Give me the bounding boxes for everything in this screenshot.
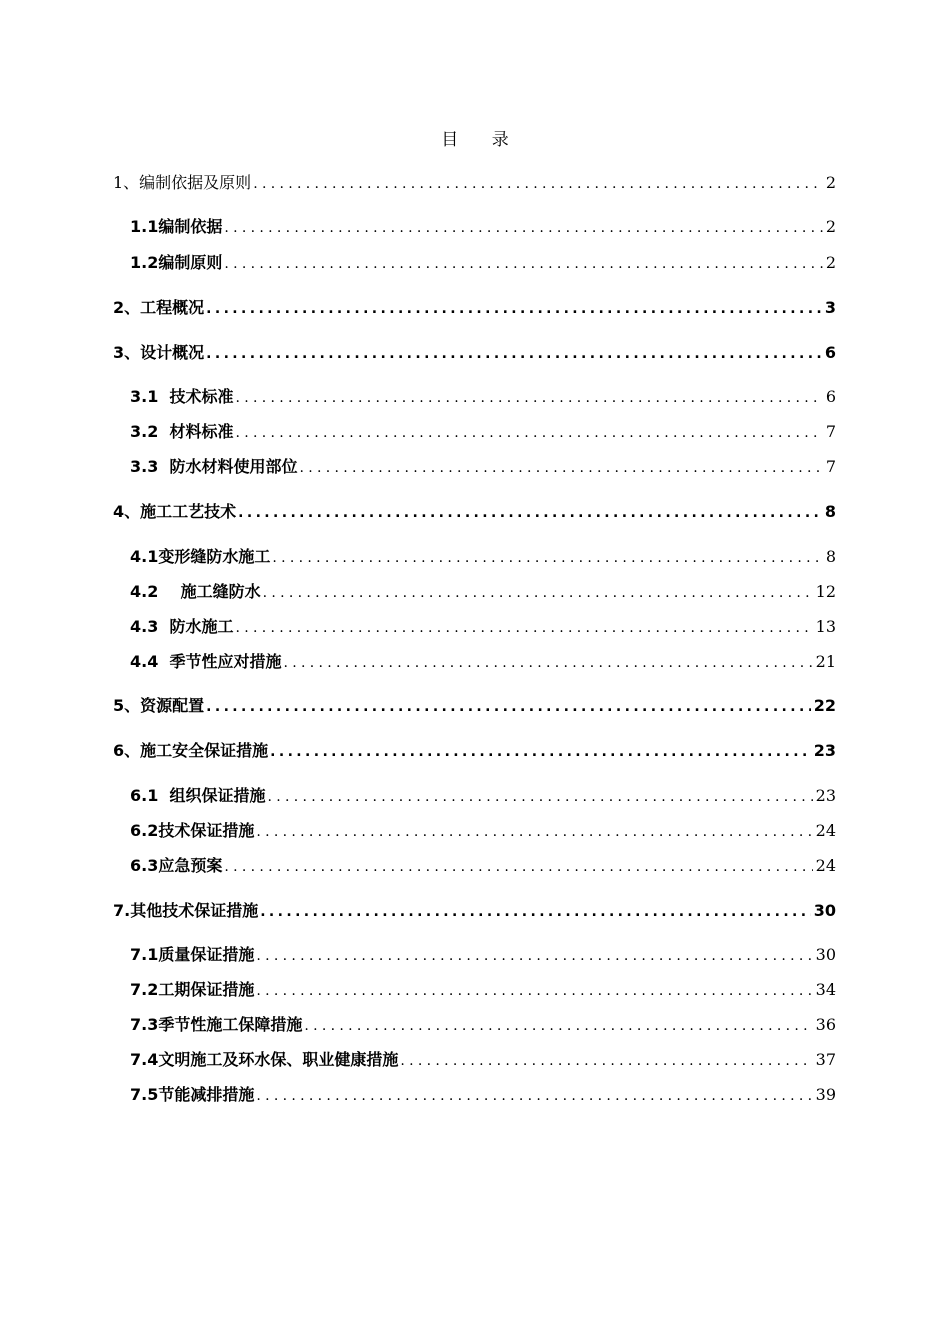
toc-page-number: 13 xyxy=(815,617,836,636)
toc-dot-leader xyxy=(304,1018,812,1034)
toc-dot-leader xyxy=(400,1053,812,1069)
toc-entry-label: 1.2编制原则 xyxy=(130,253,223,272)
toc-entry-1-1[interactable] xyxy=(130,214,836,238)
toc-entry-label: 6、施工安全保证措施 xyxy=(113,741,269,760)
toc-entry-label: 3.1 技术标准 xyxy=(130,387,234,406)
toc-entry-4-2[interactable] xyxy=(130,579,836,603)
toc-dot-leader xyxy=(284,655,813,671)
toc-page-number: 8 xyxy=(824,502,836,521)
toc-dot-leader xyxy=(256,824,812,840)
toc-dot-leader xyxy=(256,948,812,964)
toc-entry-3-2[interactable] xyxy=(130,419,836,443)
toc-page-number: 2 xyxy=(825,253,836,272)
toc-entry-7-1[interactable] xyxy=(130,942,836,966)
toc-page-number: 2 xyxy=(825,217,836,236)
toc-entry-7-3[interactable] xyxy=(130,1012,836,1036)
toc-entry-7[interactable] xyxy=(113,898,836,922)
toc-entry-3-3[interactable] xyxy=(130,454,836,478)
toc-entry-label: 6.1 组织保证措施 xyxy=(130,786,266,805)
toc-page-number: 6 xyxy=(824,343,836,362)
toc-entry-1-2[interactable] xyxy=(130,250,836,274)
toc-dot-leader xyxy=(253,176,823,192)
toc-entry-7-2[interactable] xyxy=(130,977,836,1001)
toc-dot-leader xyxy=(256,983,812,999)
toc-page-number: 21 xyxy=(815,652,836,671)
toc-entry-label: 6.3应急预案 xyxy=(130,856,223,875)
toc-dot-leader xyxy=(236,620,813,636)
toc-entry-label: 7.3季节性施工保障措施 xyxy=(130,1015,303,1034)
toc-page-number: 7 xyxy=(825,422,836,441)
toc-entry-label: 1、编制依据及原则 xyxy=(113,173,252,192)
toc-page-number: 23 xyxy=(815,786,836,805)
toc-entry-label: 1.1编制依据 xyxy=(130,217,223,236)
toc-page-number: 23 xyxy=(813,741,836,760)
toc-dot-leader xyxy=(260,904,811,920)
toc-entry-label: 7.1质量保证措施 xyxy=(130,945,255,964)
toc-page-number: 34 xyxy=(815,980,836,999)
toc-entry-6-3[interactable] xyxy=(130,853,836,877)
toc-entry-label: 5、资源配置 xyxy=(113,696,205,715)
toc-dot-leader xyxy=(256,1088,812,1104)
toc-dot-leader xyxy=(206,301,822,317)
page-title: 目 录 xyxy=(441,130,523,150)
toc-entry-5[interactable] xyxy=(113,693,836,717)
toc-entry-4-1[interactable] xyxy=(130,544,836,568)
toc-dot-leader xyxy=(206,346,822,362)
toc-entry-label: 3.2 材料标准 xyxy=(130,422,234,441)
toc-entry-6-1[interactable] xyxy=(130,783,836,807)
toc-entry-label: 4.2 施工缝防水 xyxy=(130,582,261,601)
toc-entry-label: 7.其他技术保证措施 xyxy=(113,901,259,920)
toc-page-number: 7 xyxy=(825,457,836,476)
toc-dot-leader xyxy=(236,425,823,441)
toc-entry-label: 7.5节能减排措施 xyxy=(130,1085,255,1104)
toc-entry-3-1[interactable] xyxy=(130,384,836,408)
toc-page-number: 2 xyxy=(825,173,836,192)
toc-entry-label: 2、工程概况 xyxy=(113,298,205,317)
toc-entry-6-2[interactable] xyxy=(130,818,836,842)
toc-page-number: 36 xyxy=(815,1015,836,1034)
toc-dot-leader xyxy=(224,220,822,236)
toc-entry-2[interactable] xyxy=(113,295,836,319)
toc-entry-7-5[interactable] xyxy=(130,1082,836,1106)
toc-dot-leader xyxy=(236,390,823,406)
toc-page-number: 30 xyxy=(815,945,836,964)
toc-page-number: 12 xyxy=(815,582,836,601)
toc-entry-label: 4.1变形缝防水施工 xyxy=(130,547,271,566)
toc-page-number: 30 xyxy=(813,901,836,920)
toc-dot-leader xyxy=(263,585,813,601)
toc-page-number: 3 xyxy=(824,298,836,317)
toc-entry-label: 4.3 防水施工 xyxy=(130,617,234,636)
toc-entry-4-3[interactable] xyxy=(130,614,836,638)
toc-entry-label: 7.2工期保证措施 xyxy=(130,980,255,999)
toc-entry-label: 4、施工工艺技术 xyxy=(113,502,237,521)
toc-dot-leader xyxy=(268,789,813,805)
toc-page-number: 24 xyxy=(815,856,836,875)
toc-dot-leader xyxy=(300,460,823,476)
toc-dot-leader xyxy=(238,505,822,521)
toc-page-number: 8 xyxy=(825,547,836,566)
toc-entry-label: 6.2技术保证措施 xyxy=(130,821,255,840)
toc-page-number: 37 xyxy=(815,1050,836,1069)
toc-dot-leader xyxy=(224,859,812,875)
toc-entry-6[interactable] xyxy=(113,738,836,762)
toc-entry-1[interactable] xyxy=(113,170,836,194)
toc-dot-leader xyxy=(272,550,822,566)
toc-dot-leader xyxy=(206,699,811,715)
toc-entry-3[interactable] xyxy=(113,340,836,364)
toc-dot-leader xyxy=(224,256,822,272)
toc-page-number: 39 xyxy=(815,1085,836,1104)
toc-entry-label: 3.3 防水材料使用部位 xyxy=(130,457,298,476)
toc-entry-4-4[interactable] xyxy=(130,649,836,673)
toc-page-number: 6 xyxy=(825,387,836,406)
toc-entry-label: 3、设计概况 xyxy=(113,343,205,362)
toc-entry-7-4[interactable] xyxy=(130,1047,836,1071)
toc-dot-leader xyxy=(270,744,811,760)
toc-entry-label: 7.4文明施工及环水保、职业健康措施 xyxy=(130,1050,399,1069)
toc-page-number: 24 xyxy=(815,821,836,840)
toc-entry-4[interactable] xyxy=(113,499,836,523)
toc-page-number: 22 xyxy=(813,696,836,715)
toc-entry-label: 4.4 季节性应对措施 xyxy=(130,652,282,671)
